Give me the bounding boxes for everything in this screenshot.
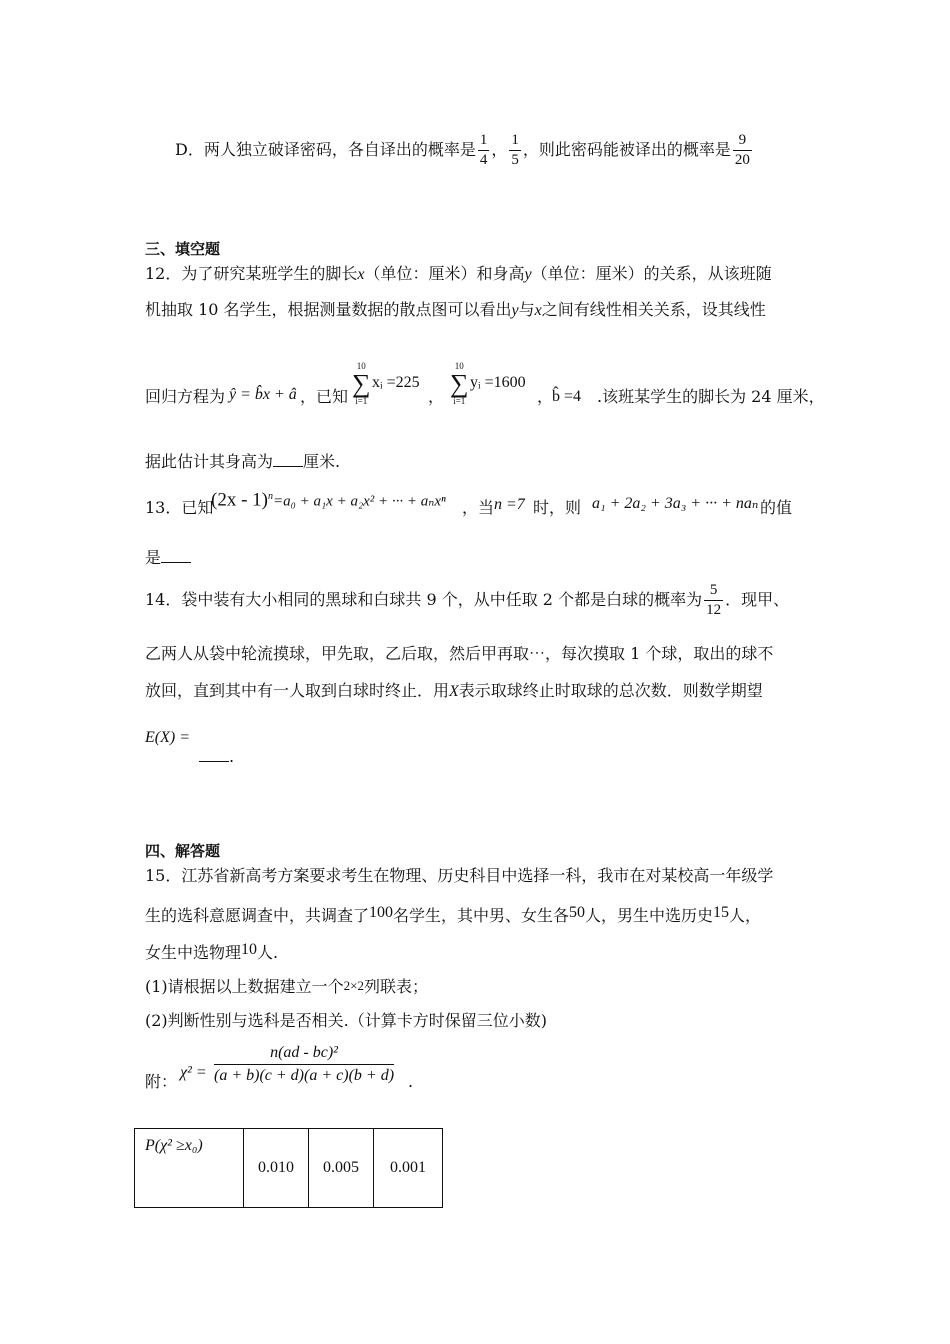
chi-square-end: . (408, 1072, 414, 1091)
sum-x-value: xᵢ =225 (372, 374, 420, 391)
q12-line-1: 12．为了研究某班学生的脚长x（单位：厘米）和身高y（单位：厘米）的关系，从该班随 (145, 264, 772, 283)
section-title-solve: 四、解答题 (145, 842, 221, 860)
q12-line-4: 据此估计其身高为 厘米. (145, 452, 341, 471)
answer-blank-12[interactable] (273, 452, 303, 467)
q15-line-3: 女生中选物理10人. (145, 941, 279, 962)
q13-when: ，当 (462, 498, 495, 517)
q13-n-equals: n =7 (494, 496, 525, 513)
q14-line-1: 14．袋中装有大小相同的黑球和白球共 9 个，从中任取 2 个都是白球的概率为 $\frac{5}{12}$ ．现甲、 (145, 581, 790, 618)
chi-square-lhs: χ² = (180, 1064, 207, 1081)
regression-equation: ŷ = b̂x + â (229, 386, 297, 403)
probability-table (134, 1128, 443, 1208)
expectation-label: E(X) = (145, 729, 190, 746)
fraction-1-4: $\frac{1}{4}$ (479, 131, 488, 168)
fraction-9-20: $\frac{9}{20}$ (734, 131, 750, 168)
q15-part-2: (2)判断性别与选科是否相关.（计算卡方时保留三位小数) (145, 1011, 547, 1030)
q12-known: ，已知 (300, 387, 349, 406)
chi-square-fraction (214, 1044, 394, 1085)
q13-suffix: 的值 (760, 498, 793, 517)
b-hat-value: b̂ =4 (552, 388, 582, 405)
q15-line-2: 生的选科意愿调查中，共调查了100名学生，其中男、女生各50人，男生中选历史15人， (145, 904, 762, 925)
sum-y: 10 ∑ i=1 (450, 361, 469, 406)
q14-line-3: 放回，直到其中有一人取到白球时终止．用X表示取球终止时取球的总次数．则数学期望 (145, 681, 763, 700)
fraction-1-5: $\frac{1}{5}$ (511, 131, 519, 168)
table-cell: 0.001 (374, 1129, 443, 1208)
q15-line-1: 15．江苏省新高考方案要求考生在物理、历史科目中选择一科，我市在对某校高一年级学 (145, 866, 774, 885)
option-d: D．两人独立破译密码，各自译出的概率是 $\frac{1}{4}$ ， $\frac{1}{5}$ ，则此密码能被译出的概率是 $\frac{9}{20}$ (175, 131, 750, 168)
table-cell: 0.010 (244, 1129, 309, 1208)
chi-square-numerator: n(ad - bc)² (270, 1044, 338, 1061)
table-row (135, 1129, 443, 1208)
section-title-fill-blank: 三、填空题 (145, 240, 221, 258)
table-header-cell: P(χ² ≥x₀) (135, 1129, 244, 1208)
q12-line-3-end: .该班某学生的脚长为 24 厘米， (597, 387, 825, 406)
q13-expansion: (2x - 1)$^n$=a₀ + a₁x + a₂x² + ··· + aₙxⁿ (211, 489, 446, 511)
chi-square-denominator: (a + b)(c + d)(a + c)(b + d) (214, 1064, 394, 1085)
q13-line-2: 是 (145, 547, 191, 569)
q13-then: 时，则 (533, 498, 582, 517)
q15-part-1: (1)请根据以上数据建立一个2×2列联表； (145, 977, 429, 996)
q13-prefix: 13．已知 (145, 498, 214, 517)
q14-answer: . (199, 746, 234, 768)
q12-line-3: 回归方程为 (145, 387, 226, 406)
appendix-label: 附： (145, 1072, 178, 1091)
q14-line-2: 乙两人从袋中轮流摸球，甲先取，乙后取，然后甲再取⋯，每次摸取 1 个球，取出的球不 (145, 644, 774, 663)
q13-target: a₁ + 2a₂ + 3a₃ + ··· + naₙ (592, 495, 759, 512)
sum-x: 10 ∑ i=1 (352, 361, 371, 406)
answer-blank-13[interactable] (161, 548, 191, 563)
answer-blank-14[interactable] (199, 747, 229, 762)
q12-line-2: 机抽取 10 名学生，根据测量数据的散点图可以看出y与x之间有线性相关关系，设其线性 (145, 300, 766, 319)
table-cell: 0.005 (309, 1129, 374, 1208)
sum-y-value: yᵢ =1600 (470, 374, 526, 391)
fraction-5-12: $\frac{5}{12}$ (706, 581, 722, 618)
option-d-middle: ，则此密码能被译出的概率是 (522, 140, 731, 159)
option-d-prefix: D．两人独立破译密码，各自译出的概率是 (175, 140, 476, 159)
